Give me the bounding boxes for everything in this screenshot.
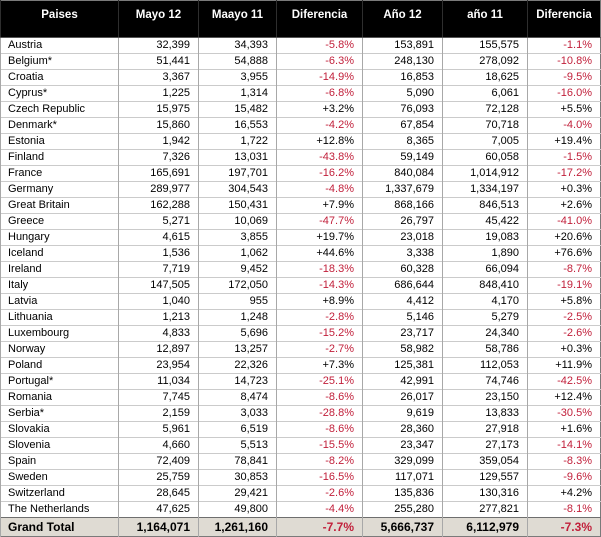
- cell-mayo-12: 5,271: [119, 214, 199, 230]
- cell-ano-12: 60,328: [363, 262, 443, 278]
- cell-ano-12: 23,018: [363, 230, 443, 246]
- cell-ano-12: 3,338: [363, 246, 443, 262]
- cell-mayo-12: 4,833: [119, 326, 199, 342]
- cell-ano-11: 74,746: [443, 374, 528, 390]
- cell-diferencia-ano: -1.1%: [528, 38, 601, 54]
- cell-maayo-11: 34,393: [199, 38, 277, 54]
- column-header-mayo-12: Mayo 12: [119, 1, 199, 38]
- cell-maayo-11: 1,261,160: [199, 518, 277, 537]
- cell-ano-12: 153,891: [363, 38, 443, 54]
- cell-mayo-12: 1,040: [119, 294, 199, 310]
- cell-ano-11: 13,833: [443, 406, 528, 422]
- cell-ano-12: 58,982: [363, 342, 443, 358]
- cell-diferencia-mes: +8.9%: [277, 294, 363, 310]
- cell-maayo-11: 5,513: [199, 438, 277, 454]
- cell-country: Romania: [1, 390, 119, 406]
- cell-country: Latvia: [1, 294, 119, 310]
- column-header-maayo-11: Maayo 11: [199, 1, 277, 38]
- cell-maayo-11: 13,031: [199, 150, 277, 166]
- table-row: [1, 134, 601, 150]
- cell-diferencia-ano: +20.6%: [528, 230, 601, 246]
- cell-mayo-12: 51,441: [119, 54, 199, 70]
- cell-mayo-12: 165,691: [119, 166, 199, 182]
- cell-ano-11: 1,890: [443, 246, 528, 262]
- cell-diferencia-ano: +76.6%: [528, 246, 601, 262]
- cell-country: Slovakia: [1, 422, 119, 438]
- table-row: [1, 262, 601, 278]
- cell-mayo-12: 162,288: [119, 198, 199, 214]
- cell-mayo-12: 7,326: [119, 150, 199, 166]
- cell-diferencia-mes: -2.7%: [277, 342, 363, 358]
- cell-maayo-11: 955: [199, 294, 277, 310]
- cell-diferencia-ano: +0.3%: [528, 182, 601, 198]
- cell-mayo-12: 7,745: [119, 390, 199, 406]
- cell-maayo-11: 172,050: [199, 278, 277, 294]
- cell-maayo-11: 10,069: [199, 214, 277, 230]
- cell-maayo-11: 3,955: [199, 70, 277, 86]
- cell-diferencia-mes: -8.6%: [277, 422, 363, 438]
- column-header-diferencia-mes: Diferencia: [277, 1, 363, 38]
- cell-mayo-12: 1,225: [119, 86, 199, 102]
- cell-ano-12: 248,130: [363, 54, 443, 70]
- table-row: [1, 230, 601, 246]
- cell-mayo-12: 1,536: [119, 246, 199, 262]
- cell-diferencia-mes: -16.5%: [277, 470, 363, 486]
- cell-ano-12: 255,280: [363, 502, 443, 518]
- cell-country: Ireland: [1, 262, 119, 278]
- cell-diferencia-ano: -8.3%: [528, 454, 601, 470]
- cell-ano-11: 112,053: [443, 358, 528, 374]
- cell-diferencia-mes: -14.9%: [277, 70, 363, 86]
- header-row: [1, 1, 601, 38]
- cell-diferencia-ano: -19.1%: [528, 278, 601, 294]
- cell-maayo-11: 54,888: [199, 54, 277, 70]
- cell-diferencia-mes: -6.3%: [277, 54, 363, 70]
- cell-mayo-12: 12,897: [119, 342, 199, 358]
- cell-ano-12: 125,381: [363, 358, 443, 374]
- cell-ano-12: 16,853: [363, 70, 443, 86]
- cell-country: Slovenia: [1, 438, 119, 454]
- cell-ano-11: 66,094: [443, 262, 528, 278]
- cell-ano-11: 155,575: [443, 38, 528, 54]
- cell-maayo-11: 8,474: [199, 390, 277, 406]
- cell-ano-12: 840,084: [363, 166, 443, 182]
- cell-maayo-11: 1,722: [199, 134, 277, 150]
- cell-mayo-12: 147,505: [119, 278, 199, 294]
- cell-country: Estonia: [1, 134, 119, 150]
- cell-mayo-12: 289,977: [119, 182, 199, 198]
- cell-ano-12: 9,619: [363, 406, 443, 422]
- cell-diferencia-mes: +7.9%: [277, 198, 363, 214]
- cell-diferencia-mes: -25.1%: [277, 374, 363, 390]
- cell-diferencia-ano: -8.7%: [528, 262, 601, 278]
- cell-ano-11: 27,173: [443, 438, 528, 454]
- cell-maayo-11: 3,033: [199, 406, 277, 422]
- cell-maayo-11: 14,723: [199, 374, 277, 390]
- cell-ano-12: 686,644: [363, 278, 443, 294]
- cell-diferencia-ano: +19.4%: [528, 134, 601, 150]
- cell-ano-12: 868,166: [363, 198, 443, 214]
- table-row: [1, 278, 601, 294]
- cell-mayo-12: 11,034: [119, 374, 199, 390]
- table-row: [1, 470, 601, 486]
- table-row: [1, 118, 601, 134]
- cell-mayo-12: 4,615: [119, 230, 199, 246]
- cell-diferencia-ano: -2.5%: [528, 310, 601, 326]
- cell-diferencia-mes: +7.3%: [277, 358, 363, 374]
- cell-diferencia-mes: -8.6%: [277, 390, 363, 406]
- table-row: [1, 182, 601, 198]
- cell-country: Switzerland: [1, 486, 119, 502]
- table-row: [1, 294, 601, 310]
- cell-mayo-12: 5,961: [119, 422, 199, 438]
- cell-ano-12: 23,347: [363, 438, 443, 454]
- cell-country: Portugal*: [1, 374, 119, 390]
- cell-ano-12: 5,666,737: [363, 518, 443, 537]
- cell-diferencia-mes: -7.7%: [277, 518, 363, 537]
- cell-ano-12: 4,412: [363, 294, 443, 310]
- cell-diferencia-ano: -4.0%: [528, 118, 601, 134]
- cell-diferencia-mes: -15.2%: [277, 326, 363, 342]
- cell-mayo-12: 47,625: [119, 502, 199, 518]
- cell-mayo-12: 23,954: [119, 358, 199, 374]
- table-row: [1, 54, 601, 70]
- cell-diferencia-mes: -16.2%: [277, 166, 363, 182]
- cell-mayo-12: 2,159: [119, 406, 199, 422]
- cell-diferencia-ano: -17.2%: [528, 166, 601, 182]
- cell-ano-11: 359,054: [443, 454, 528, 470]
- cell-diferencia-ano: -41.0%: [528, 214, 601, 230]
- cell-diferencia-ano: +0.3%: [528, 342, 601, 358]
- cell-diferencia-mes: -28.8%: [277, 406, 363, 422]
- cell-ano-11: 70,718: [443, 118, 528, 134]
- cell-diferencia-mes: -43.8%: [277, 150, 363, 166]
- cell-diferencia-ano: -7.3%: [528, 518, 601, 537]
- cell-mayo-12: 72,409: [119, 454, 199, 470]
- cell-ano-11: 19,083: [443, 230, 528, 246]
- cell-country: Italy: [1, 278, 119, 294]
- cell-ano-11: 60,058: [443, 150, 528, 166]
- cell-diferencia-ano: -14.1%: [528, 438, 601, 454]
- cell-maayo-11: 197,701: [199, 166, 277, 182]
- cell-country: Iceland: [1, 246, 119, 262]
- cell-country: Sweden: [1, 470, 119, 486]
- cell-country: Luxembourg: [1, 326, 119, 342]
- table-row: [1, 326, 601, 342]
- cell-diferencia-ano: -8.1%: [528, 502, 601, 518]
- cell-ano-11: 278,092: [443, 54, 528, 70]
- table-row: [1, 374, 601, 390]
- cell-country: Lithuania: [1, 310, 119, 326]
- column-header-paises: Paises: [1, 1, 119, 38]
- cell-mayo-12: 1,213: [119, 310, 199, 326]
- cell-country: France: [1, 166, 119, 182]
- table-row: [1, 86, 601, 102]
- cell-ano-11: 4,170: [443, 294, 528, 310]
- cell-diferencia-ano: +11.9%: [528, 358, 601, 374]
- cell-maayo-11: 1,314: [199, 86, 277, 102]
- column-header-ano-12: Año 12: [363, 1, 443, 38]
- cell-ano-12: 135,836: [363, 486, 443, 502]
- cell-maayo-11: 30,853: [199, 470, 277, 486]
- cell-ano-12: 67,854: [363, 118, 443, 134]
- cell-maayo-11: 13,257: [199, 342, 277, 358]
- cell-ano-11: 5,279: [443, 310, 528, 326]
- cell-diferencia-ano: -30.5%: [528, 406, 601, 422]
- cell-mayo-12: 28,645: [119, 486, 199, 502]
- table-row: [1, 454, 601, 470]
- cell-ano-11: 6,112,979: [443, 518, 528, 537]
- cell-diferencia-mes: -4.4%: [277, 502, 363, 518]
- cell-ano-12: 26,797: [363, 214, 443, 230]
- cell-country: Belgium*: [1, 54, 119, 70]
- cell-maayo-11: 9,452: [199, 262, 277, 278]
- table-row: [1, 358, 601, 374]
- cell-diferencia-ano: +4.2%: [528, 486, 601, 502]
- cell-ano-11: 846,513: [443, 198, 528, 214]
- cell-maayo-11: 304,543: [199, 182, 277, 198]
- cell-maayo-11: 3,855: [199, 230, 277, 246]
- cell-ano-12: 28,360: [363, 422, 443, 438]
- cell-maayo-11: 22,326: [199, 358, 277, 374]
- cell-ano-11: 1,014,912: [443, 166, 528, 182]
- cell-diferencia-mes: -18.3%: [277, 262, 363, 278]
- cell-ano-12: 42,991: [363, 374, 443, 390]
- cell-maayo-11: 16,553: [199, 118, 277, 134]
- cell-diferencia-ano: -1.5%: [528, 150, 601, 166]
- grand-total-row: [1, 518, 601, 537]
- cell-diferencia-mes: -6.8%: [277, 86, 363, 102]
- cell-ano-12: 26,017: [363, 390, 443, 406]
- cell-country: Finland: [1, 150, 119, 166]
- cell-ano-11: 27,918: [443, 422, 528, 438]
- table-row: [1, 38, 601, 54]
- cell-maayo-11: 1,062: [199, 246, 277, 262]
- cell-diferencia-ano: +12.4%: [528, 390, 601, 406]
- table-row: [1, 486, 601, 502]
- cell-diferencia-ano: -42.5%: [528, 374, 601, 390]
- cell-ano-12: 23,717: [363, 326, 443, 342]
- cell-maayo-11: 15,482: [199, 102, 277, 118]
- cell-maayo-11: 150,431: [199, 198, 277, 214]
- cell-ano-11: 130,316: [443, 486, 528, 502]
- cell-diferencia-mes: -5.8%: [277, 38, 363, 54]
- cell-ano-11: 7,005: [443, 134, 528, 150]
- table-footer: [1, 518, 601, 537]
- column-header-diferencia-ano: Diferencia: [528, 1, 601, 38]
- cell-ano-12: 8,365: [363, 134, 443, 150]
- cell-ano-12: 5,090: [363, 86, 443, 102]
- cell-diferencia-ano: -16.0%: [528, 86, 601, 102]
- cell-ano-11: 45,422: [443, 214, 528, 230]
- cell-maayo-11: 29,421: [199, 486, 277, 502]
- cell-maayo-11: 49,800: [199, 502, 277, 518]
- cell-ano-12: 1,337,679: [363, 182, 443, 198]
- cell-mayo-12: 15,975: [119, 102, 199, 118]
- cell-diferencia-mes: -8.2%: [277, 454, 363, 470]
- cell-mayo-12: 15,860: [119, 118, 199, 134]
- cell-country: Poland: [1, 358, 119, 374]
- cell-mayo-12: 1,942: [119, 134, 199, 150]
- cell-ano-12: 76,093: [363, 102, 443, 118]
- cell-country: Germany: [1, 182, 119, 198]
- table-row: [1, 502, 601, 518]
- cell-maayo-11: 78,841: [199, 454, 277, 470]
- cell-diferencia-ano: +1.6%: [528, 422, 601, 438]
- cell-diferencia-mes: -47.7%: [277, 214, 363, 230]
- cell-diferencia-mes: +3.2%: [277, 102, 363, 118]
- cell-diferencia-ano: +5.5%: [528, 102, 601, 118]
- cell-ano-11: 277,821: [443, 502, 528, 518]
- cell-diferencia-ano: +2.6%: [528, 198, 601, 214]
- table-row: [1, 150, 601, 166]
- cell-diferencia-mes: -4.2%: [277, 118, 363, 134]
- table-header: [1, 1, 601, 38]
- cell-mayo-12: 25,759: [119, 470, 199, 486]
- cell-diferencia-mes: +44.6%: [277, 246, 363, 262]
- cell-mayo-12: 3,367: [119, 70, 199, 86]
- table-row: [1, 438, 601, 454]
- cell-country: Hungary: [1, 230, 119, 246]
- cell-ano-11: 18,625: [443, 70, 528, 86]
- cell-country: Croatia: [1, 70, 119, 86]
- cell-country: Norway: [1, 342, 119, 358]
- cell-ano-11: 129,557: [443, 470, 528, 486]
- cell-ano-11: 72,128: [443, 102, 528, 118]
- cell-ano-11: 6,061: [443, 86, 528, 102]
- cell-diferencia-ano: -2.6%: [528, 326, 601, 342]
- cell-ano-11: 23,150: [443, 390, 528, 406]
- cell-ano-12: 329,099: [363, 454, 443, 470]
- column-header-ano-11: año 11: [443, 1, 528, 38]
- cell-diferencia-mes: -2.6%: [277, 486, 363, 502]
- cell-diferencia-ano: -9.6%: [528, 470, 601, 486]
- cell-country: The Netherlands: [1, 502, 119, 518]
- cell-country: Serbia*: [1, 406, 119, 422]
- cell-diferencia-ano: -9.5%: [528, 70, 601, 86]
- table-row: [1, 342, 601, 358]
- cell-diferencia-mes: -4.8%: [277, 182, 363, 198]
- cell-maayo-11: 1,248: [199, 310, 277, 326]
- table-row: [1, 102, 601, 118]
- cell-country: Czech Republic: [1, 102, 119, 118]
- table-row: [1, 70, 601, 86]
- table-row: [1, 390, 601, 406]
- cell-mayo-12: 1,164,071: [119, 518, 199, 537]
- cell-ano-11: 1,334,197: [443, 182, 528, 198]
- cell-diferencia-mes: -15.5%: [277, 438, 363, 454]
- cell-mayo-12: 4,660: [119, 438, 199, 454]
- table-body: [1, 38, 601, 518]
- table-row: [1, 214, 601, 230]
- cell-diferencia-mes: +12.8%: [277, 134, 363, 150]
- cell-ano-11: 58,786: [443, 342, 528, 358]
- table-row: [1, 166, 601, 182]
- cell-diferencia-mes: -2.8%: [277, 310, 363, 326]
- cell-ano-12: 5,146: [363, 310, 443, 326]
- cell-diferencia-ano: +5.8%: [528, 294, 601, 310]
- table-row: [1, 406, 601, 422]
- cell-ano-11: 24,340: [443, 326, 528, 342]
- cell-mayo-12: 32,399: [119, 38, 199, 54]
- table-row: [1, 198, 601, 214]
- cell-country: Spain: [1, 454, 119, 470]
- cell-ano-11: 848,410: [443, 278, 528, 294]
- cell-diferencia-mes: +19.7%: [277, 230, 363, 246]
- cell-mayo-12: 7,719: [119, 262, 199, 278]
- table-row: [1, 310, 601, 326]
- cell-country: Denmark*: [1, 118, 119, 134]
- cell-ano-12: 117,071: [363, 470, 443, 486]
- cell-diferencia-ano: -10.8%: [528, 54, 601, 70]
- cell-country: Greece: [1, 214, 119, 230]
- table-row: [1, 246, 601, 262]
- cell-maayo-11: 6,519: [199, 422, 277, 438]
- cell-country: Cyprus*: [1, 86, 119, 102]
- cell-maayo-11: 5,696: [199, 326, 277, 342]
- cell-ano-12: 59,149: [363, 150, 443, 166]
- cell-country: Grand Total: [1, 518, 119, 537]
- table-row: [1, 422, 601, 438]
- cell-country: Austria: [1, 38, 119, 54]
- cell-country: Great Britain: [1, 198, 119, 214]
- cell-diferencia-mes: -14.3%: [277, 278, 363, 294]
